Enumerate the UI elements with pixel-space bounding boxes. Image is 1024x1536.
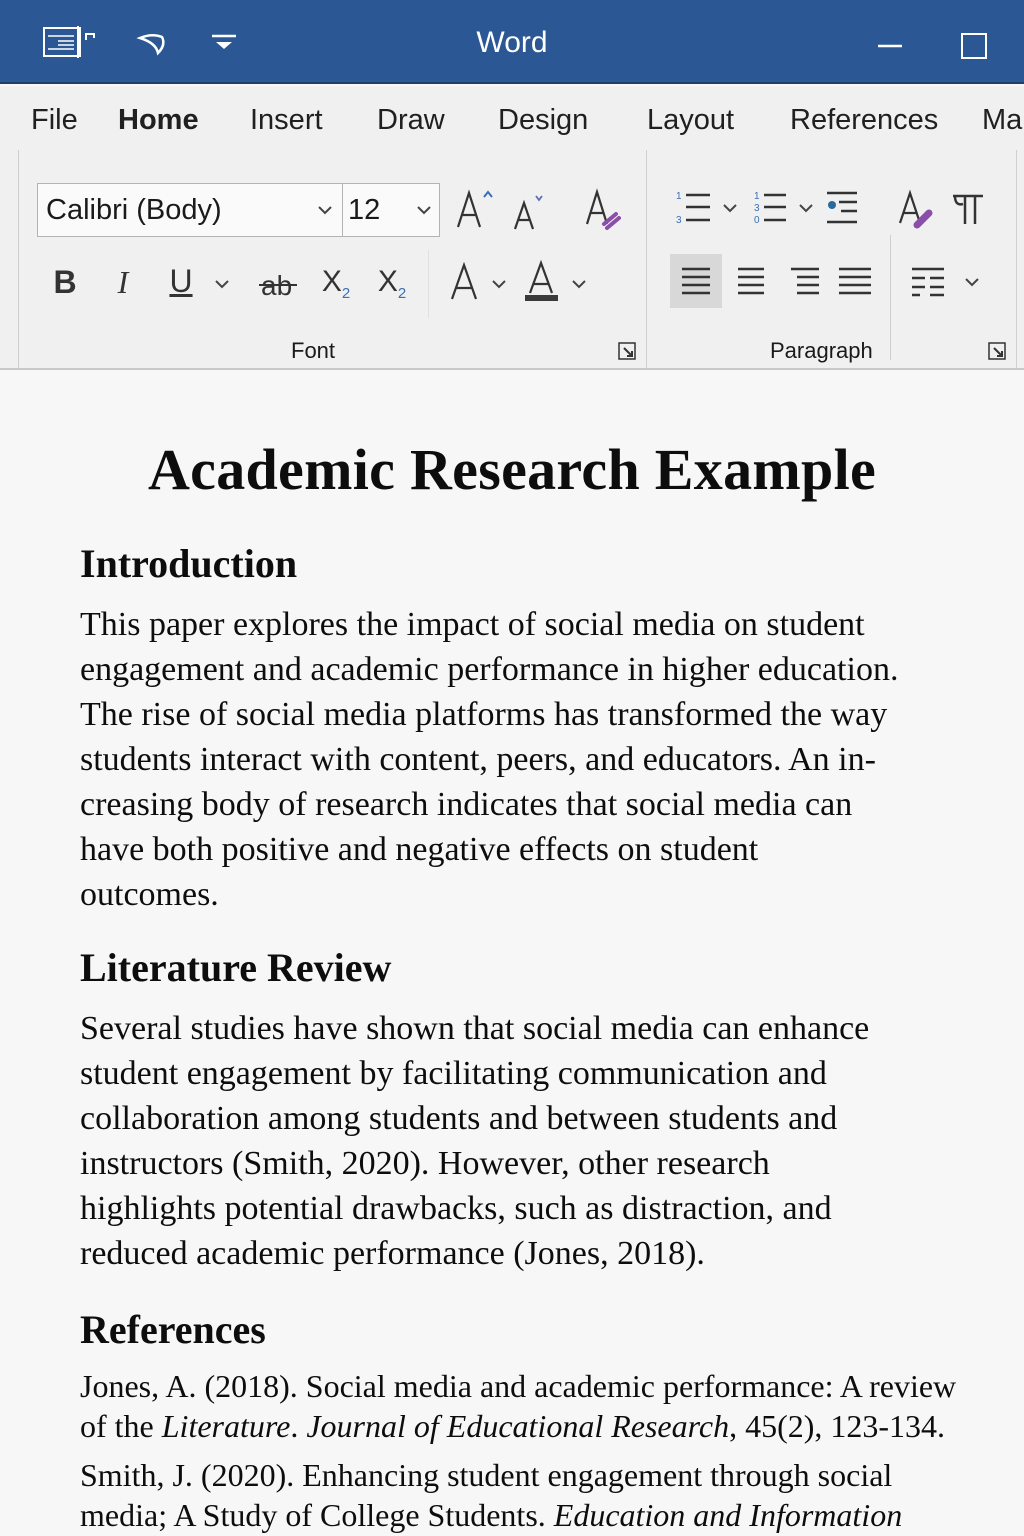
pilcrow-icon xyxy=(951,190,985,226)
minimize-icon xyxy=(875,43,905,49)
align-right-button[interactable] xyxy=(787,254,825,308)
svg-text:3: 3 xyxy=(676,215,682,226)
columns-chevron[interactable] xyxy=(963,276,981,288)
maximize-icon xyxy=(960,32,988,60)
document-title: Academic Research Example xyxy=(147,437,877,502)
subscript-button[interactable] xyxy=(318,262,354,304)
maximize-button[interactable] xyxy=(954,26,994,66)
font-size-dropdown[interactable] xyxy=(342,183,440,237)
italic-icon: I xyxy=(117,263,129,300)
minimize-button[interactable] xyxy=(870,26,910,66)
group-separator xyxy=(646,150,647,368)
font-size-value: 12 xyxy=(348,194,381,226)
tab-references[interactable]: References xyxy=(790,104,939,136)
tab-insert[interactable]: Insert xyxy=(250,104,323,136)
tab-file[interactable]: File xyxy=(31,104,78,136)
reference-jones: Jones, A. (2018). Social media and academic performance: A review of the Literature. Journal of Educational Research, 45(2), 123-134. xyxy=(80,1368,957,1444)
ribbon-home xyxy=(0,150,1024,370)
svg-text:1: 1 xyxy=(676,191,682,202)
grow-font-button[interactable] xyxy=(455,186,497,232)
bullet-indent-icon xyxy=(825,190,859,226)
strikethrough-icon xyxy=(259,267,297,301)
heading-introduction: Introduction xyxy=(80,541,298,586)
svg-text:ab: ab xyxy=(261,270,293,301)
text-effects-icon xyxy=(449,261,479,301)
align-left-button[interactable] xyxy=(670,254,722,308)
svg-text:1: 1 xyxy=(754,191,760,202)
text-effects-chevron[interactable] xyxy=(490,278,508,290)
align-right-icon xyxy=(791,265,821,297)
superscript-icon: $X_2$ xyxy=(377,264,407,302)
svg-text:0: 0 xyxy=(754,215,760,226)
font-color-button[interactable] xyxy=(522,258,560,304)
tab-home[interactable]: Home xyxy=(118,104,199,136)
show-formatting-button[interactable] xyxy=(950,188,986,228)
align-center-button[interactable] xyxy=(732,254,770,308)
italic-button[interactable] xyxy=(108,262,138,302)
svg-text:3: 3 xyxy=(754,203,760,214)
ribbon-tabs xyxy=(0,86,1024,150)
shrink-font-icon xyxy=(512,191,548,233)
indent-button[interactable] xyxy=(824,188,860,228)
align-left-icon xyxy=(680,265,712,297)
tab-mailings[interactable]: Ma xyxy=(982,104,1023,136)
align-center-icon xyxy=(736,265,766,297)
group-separator xyxy=(1016,150,1017,368)
justify-button[interactable] xyxy=(836,254,874,308)
numbering-button[interactable] xyxy=(752,188,792,228)
multilevel-list-icon xyxy=(752,189,792,227)
clear-formatting-button[interactable] xyxy=(584,186,624,232)
chevron-down-icon xyxy=(316,204,334,216)
subscript-icon: $X_2$ xyxy=(321,264,351,302)
text-highlight-button[interactable] xyxy=(448,258,480,304)
app-title: Word xyxy=(476,26,548,59)
literature-review-paragraph: Several studies have shown that social media can enhance student engagement by facilitating communication and collaboration among students and between students and instructors (Smith, 2020). However, other research highlights potential drawbacks, such as distraction, and reduced academic performance (Jones, 2018). xyxy=(80,1010,870,1272)
font-group-label: Font xyxy=(291,338,336,363)
paragraph-group-label: Paragraph xyxy=(770,338,873,363)
numbered-list-icon xyxy=(674,189,714,227)
font-name-dropdown[interactable] xyxy=(37,183,343,237)
font-color-icon xyxy=(523,259,559,303)
bold-button[interactable] xyxy=(50,262,80,302)
bullets-button[interactable] xyxy=(674,188,714,228)
shrink-font-button[interactable] xyxy=(512,190,548,234)
font-color-chevron[interactable] xyxy=(570,278,588,290)
heading-references: References xyxy=(80,1307,266,1352)
tab-draw[interactable]: Draw xyxy=(377,104,445,136)
grow-font-icon xyxy=(455,187,497,231)
divider xyxy=(428,250,429,318)
underline-icon: U xyxy=(169,262,193,299)
tab-layout[interactable]: Layout xyxy=(647,104,735,136)
introduction-paragraph: This paper explores the impact of social media on student engagement and academic performance in higher education. The rise of social media platforms has transformed the way students interact with content, peers, and educators. An in- creasing body of research indicates that social media can have both positive and negative effects on student outcomes. xyxy=(80,606,899,913)
document-page[interactable] xyxy=(0,372,1024,1536)
title-bar xyxy=(0,0,1024,84)
divider xyxy=(890,235,891,360)
superscript-button[interactable] xyxy=(374,262,410,304)
underline-options-chevron[interactable] xyxy=(213,278,231,290)
font-dialog-launcher-icon[interactable] xyxy=(618,342,636,360)
bold-icon: B xyxy=(53,263,77,300)
tab-design[interactable]: Design xyxy=(498,104,589,136)
chevron-down-icon xyxy=(415,204,433,216)
font-name-value: Calibri (Body) xyxy=(46,194,222,226)
ribbon-edge xyxy=(18,150,19,368)
heading-literature-review: Literature Review xyxy=(80,945,392,990)
clear-style-icon xyxy=(897,187,937,231)
columns-icon xyxy=(910,266,946,298)
justify-icon xyxy=(839,265,871,297)
underline-button[interactable] xyxy=(164,260,198,302)
clear-formatting-icon xyxy=(584,186,624,232)
paragraph-dialog-launcher-icon[interactable] xyxy=(988,342,1006,360)
multilevel-chevron[interactable] xyxy=(797,202,815,214)
numbering-chevron[interactable] xyxy=(721,202,739,214)
strikethrough-button[interactable] xyxy=(258,264,298,304)
style-eraser-button[interactable] xyxy=(897,186,937,232)
reference-smith: Smith, J. (2020). Enhancing student engagement through social media; A Study of College Students. Education and Information xyxy=(80,1457,903,1533)
line-spacing-button[interactable] xyxy=(908,262,948,302)
